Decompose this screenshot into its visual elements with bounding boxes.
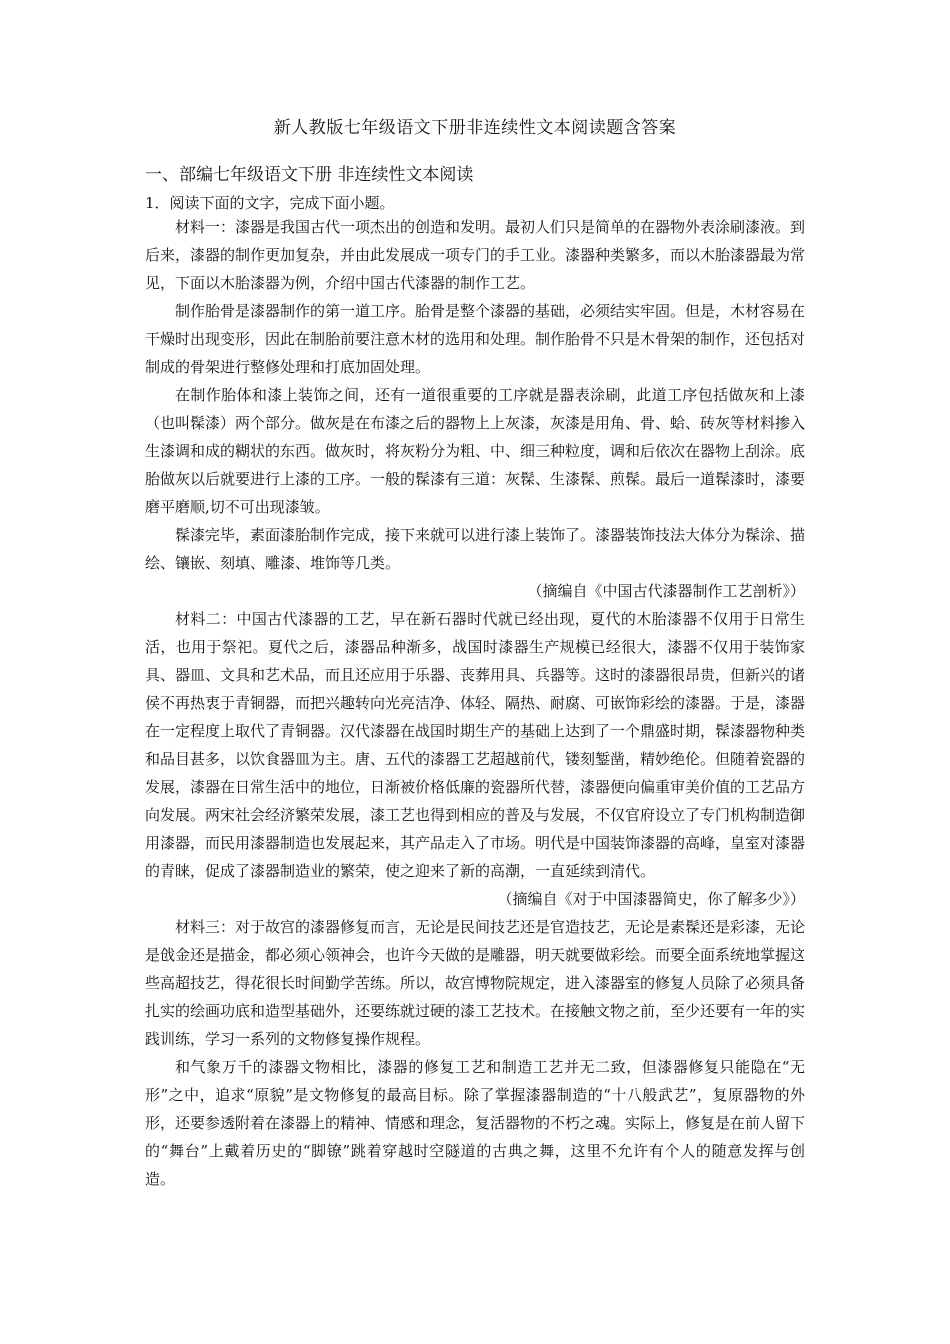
material-one-paragraph: 材料一：漆器是我国古代一项杰出的创造和发明。最初人们只是简单的在器物外表涂刷漆液。到后来，漆器的制作更加复杂，并由此发展成一项专门的手工业。漆器种类繁多，而以木胎漆器最为常见，下面以木胎漆器为例，介绍中国古代漆器的制作工艺。: [145, 218, 806, 292]
material-one-paragraph: 在制作胎体和漆上装饰之间，还有一道很重要的工序就是器表涂刷，此道工序包括做灰和上漆（也叫髹漆）两个部分。做灰是在布漆之后的器物上上灰漆，灰漆是用角、骨、蛤、砖灰等材料掺入生漆调和成的糊状的东西。做灰时，将灰粉分为粗、中、细三种粒度，调和后依次在器物上刮涂。底胎做灰以后就要进行上漆的工序。一般的髹漆有三道：灰髹、生漆髹、煎髹。最后一道髹漆时，漆要磨平磨顺,切不可出现漆皱。: [145, 386, 806, 516]
source-citation-1: （摘编自《中国古代漆器制作工艺剖析》）: [527, 582, 805, 600]
source-citation-2: （摘编自《对于中国漆器简史，你了解多少》）: [497, 890, 805, 908]
material-three-paragraph: 材料三：对于故宫的漆器修复而言，无论是民间技艺还是官造技艺，无论是素髹还是彩漆，无论是戗金还是描金，都必须心领神会，也许今天做的是雕器，明天就要做彩绘。而要全面系统地掌握这些高超技艺，得花很长时间勤学苦练。所以，故宫博物院规定，进入漆器室的修复人员除了必须具备扎实的绘画功底和造型基础外，还要练就过硬的漆工艺技术。在接触文物之前，至少还要有一年的实践训练，学习一系列的文物修复操作规程。: [145, 918, 806, 1048]
section-heading: 一、部编七年级语文下册 非连续性文本阅读: [145, 165, 474, 185]
material-one-paragraph: 制作胎骨是漆器制作的第一道工序。胎骨是整个漆器的基础，必须结实牢固。但是，木材容易在干燥时出现变形，因此在制胎前要注意木材的选用和处理。制作胎骨不只是木骨架的制作，还包括对制成的骨架进行整修处理和打底加固处理。: [145, 302, 806, 376]
material-three-paragraph: 和气象万千的漆器文物相比，漆器的修复工艺和制造工艺并无二致，但漆器修复只能隐在“无形”之中，追求“原貌”是文物修复的最高目标。除了掌握漆器制造的“十八般武艺”，复原器物的外形，还要参透附着在漆器上的精神、情感和理念，复活器物的不朽之魂。实际上，修复是在前人留下的“舞台”上戴着历史的“脚镣”跳着穿越时空隧道的古典之舞，这里不允许有个人的随意发挥与创造。: [145, 1058, 806, 1188]
question-intro: 1．阅读下面的文字，完成下面小题。: [145, 194, 395, 212]
document-title: 新人教版七年级语文下册非连续性文本阅读题含答案: [273, 118, 677, 138]
material-two-paragraph: 材料二：中国古代漆器的工艺，早在新石器时代就已经出现，夏代的木胎漆器不仅用于日常生活，也用于祭祀。夏代之后，漆器品种渐多，战国时漆器生产规模已经很大，漆器不仅用于装饰家具、器皿、文具和艺术品，而且还应用于乐器、丧葬用具、兵器等。这时的漆器很昂贵，但新兴的诸侯不再热衷于青铜器，而把兴趣转向光亮洁净、体轻、隔热、耐腐、可嵌饰彩绘的漆器。于是，漆器在一定程度上取代了青铜器。汉代漆器在战国时期生产的基础上达到了一个鼎盛时期，髹漆器物种类和品目甚多，以饮食器皿为主。唐、五代的漆器工艺超越前代，镂刻錾凿，精妙绝伦。但随着瓷器的发展，漆器在日常生活中的地位，日渐被价格低廉的瓷器所代替，漆器便向偏重审美价值的工艺品方向发展。两宋社会经济繁荣发展，漆工艺也得到相应的普及与发展，不仅官府设立了专门机构制造御用漆器，而民用漆器制造也发展起来，其产品走入了市场。明代是中国装饰漆器的高峰，皇室对漆器的青睐，促成了漆器制造业的繁荣，使之迎来了新的高潮，一直延续到清代。: [145, 610, 806, 880]
material-one-paragraph: 髹漆完毕，素面漆胎制作完成，接下来就可以进行漆上装饰了。漆器装饰技法大体分为髹涂、描绘、镶嵌、刻填、雕漆、堆饰等几类。: [145, 526, 806, 572]
passage-body: [145, 213, 805, 1193]
